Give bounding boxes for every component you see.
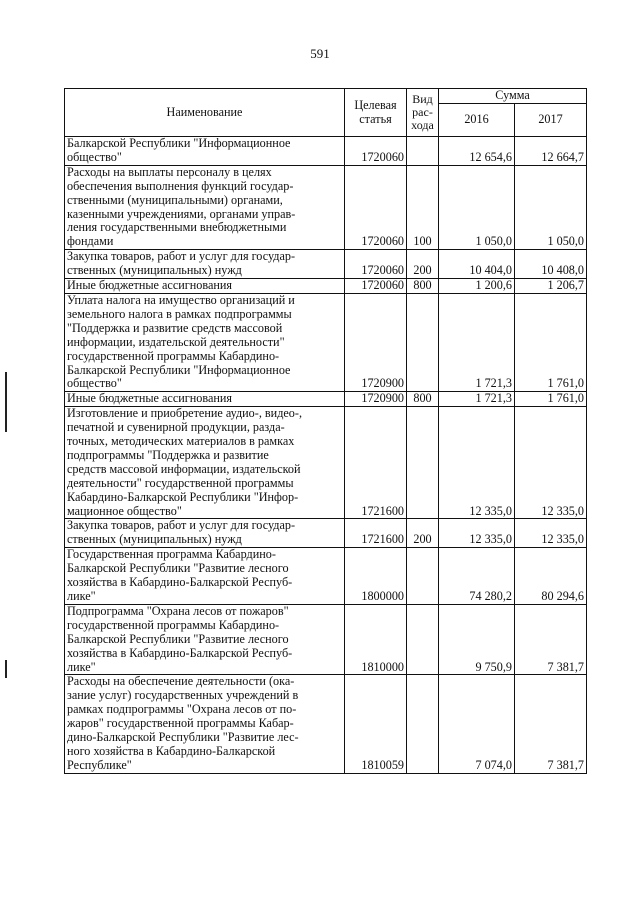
row-name: Закупка товаров, работ и услуг для государ- ственных (муниципальных) нужд bbox=[65, 519, 345, 548]
table-row bbox=[65, 165, 587, 249]
row-amount-2017: 12 335,0 bbox=[515, 407, 587, 519]
row-target-code: 1721600 bbox=[345, 519, 407, 548]
row-amount-2017: 10 408,0 bbox=[515, 250, 587, 279]
row-name: Закупка товаров, работ и услуг для государ- ственных (муниципальных) нужд bbox=[65, 250, 345, 279]
row-amount-2016: 1 721,3 bbox=[439, 293, 515, 391]
row-name: Уплата налога на имущество организаций и земельного налога в рамках подпрограммы "Поддержка и развитие средств массовой информации, издательской деятельности" государственной программы Кабардино- Балкарской Республики "Информационное общество" bbox=[65, 293, 345, 391]
row-target-code: 1810000 bbox=[345, 604, 407, 675]
row-expense-type bbox=[407, 675, 439, 773]
row-amount-2016: 12 335,0 bbox=[439, 407, 515, 519]
row-amount-2017: 1 206,7 bbox=[515, 279, 587, 294]
row-target-code: 1720900 bbox=[345, 293, 407, 391]
row-target-code: 1810059 bbox=[345, 675, 407, 773]
row-amount-2016: 1 200,6 bbox=[439, 279, 515, 294]
row-amount-2017: 1 761,0 bbox=[515, 392, 587, 407]
margin-mark bbox=[5, 372, 7, 432]
budget-table bbox=[64, 88, 587, 774]
row-amount-2017: 7 381,7 bbox=[515, 675, 587, 773]
row-name: Иные бюджетные ассигнования bbox=[65, 279, 345, 294]
table-row bbox=[65, 407, 587, 519]
row-amount-2017: 1 050,0 bbox=[515, 165, 587, 249]
page-number: 591 bbox=[310, 46, 330, 61]
row-amount-2016: 10 404,0 bbox=[439, 250, 515, 279]
row-expense-type: 100 bbox=[407, 165, 439, 249]
row-target-code: 1800000 bbox=[345, 548, 407, 605]
row-expense-type bbox=[407, 604, 439, 675]
row-name: Иные бюджетные ассигнования bbox=[65, 392, 345, 407]
row-expense-type bbox=[407, 137, 439, 166]
row-expense-type bbox=[407, 407, 439, 519]
table-row bbox=[65, 392, 587, 407]
row-amount-2016: 9 750,9 bbox=[439, 604, 515, 675]
row-amount-2017: 12 664,7 bbox=[515, 137, 587, 166]
header-type: Вид рас- хода bbox=[407, 89, 439, 137]
row-amount-2017: 1 761,0 bbox=[515, 293, 587, 391]
row-name: Расходы на обеспечение деятельности (ока- зание услуг) государственных учреждений в рамках подпрограммы "Охрана лесов от по- жаров" государственной программы Кабар- дино-Балкарской Республики "Развитие лес- ного хозяйства в Кабардино-Балкарской Республике" bbox=[65, 675, 345, 773]
row-expense-type: 800 bbox=[407, 279, 439, 294]
row-amount-2016: 7 074,0 bbox=[439, 675, 515, 773]
row-expense-type: 800 bbox=[407, 392, 439, 407]
table-row bbox=[65, 675, 587, 773]
row-amount-2016: 1 721,3 bbox=[439, 392, 515, 407]
table-row bbox=[65, 137, 587, 166]
row-expense-type: 200 bbox=[407, 250, 439, 279]
row-expense-type bbox=[407, 548, 439, 605]
row-expense-type bbox=[407, 293, 439, 391]
row-target-code: 1721600 bbox=[345, 407, 407, 519]
row-expense-type: 200 bbox=[407, 519, 439, 548]
row-amount-2017: 12 335,0 bbox=[515, 519, 587, 548]
header-name: Наименование bbox=[65, 89, 345, 137]
header-sum: Сумма bbox=[439, 89, 587, 104]
header-code: Целевая статья bbox=[345, 89, 407, 137]
table-row bbox=[65, 250, 587, 279]
table-row bbox=[65, 279, 587, 294]
margin-mark bbox=[5, 660, 7, 678]
row-name: Балкарской Республики "Информационное общество" bbox=[65, 137, 345, 166]
row-target-code: 1720060 bbox=[345, 165, 407, 249]
row-name: Расходы на выплаты персоналу в целях обеспечения выполнения функций государ- ственными (муниципальными) органами, казенными учреждениями, органами управ- ления государственными внебюджетными фондами bbox=[65, 165, 345, 249]
row-target-code: 1720060 bbox=[345, 137, 407, 166]
row-name: Подпрограмма "Охрана лесов от пожаров" государственной программы Кабардино- Балкарской Республики "Развитие лесного хозяйства в Кабардино-Балкарской Респуб- лике" bbox=[65, 604, 345, 675]
row-target-code: 1720060 bbox=[345, 250, 407, 279]
table-row bbox=[65, 519, 587, 548]
header-year-2016: 2016 bbox=[439, 104, 515, 137]
table-row bbox=[65, 548, 587, 605]
table-row bbox=[65, 604, 587, 675]
row-name: Изготовление и приобретение аудио-, видео-, печатной и сувенирной продукции, разда- точных, методических материалов в рамках подпрограммы "Поддержка и развитие средств массовой информации, издательской деятельности" государственной программы Кабардино-Балкарской Республики "Инфор- мационное общество" bbox=[65, 407, 345, 519]
header-year-2017: 2017 bbox=[515, 104, 587, 137]
table-row bbox=[65, 293, 587, 391]
row-amount-2017: 7 381,7 bbox=[515, 604, 587, 675]
row-amount-2017: 80 294,6 bbox=[515, 548, 587, 605]
row-target-code: 1720060 bbox=[345, 279, 407, 294]
row-amount-2016: 1 050,0 bbox=[439, 165, 515, 249]
row-amount-2016: 74 280,2 bbox=[439, 548, 515, 605]
row-target-code: 1720900 bbox=[345, 392, 407, 407]
row-name: Государственная программа Кабардино- Балкарской Республики "Развитие лесного хозяйства в Кабардино-Балкарской Респуб- лике" bbox=[65, 548, 345, 605]
row-amount-2016: 12 335,0 bbox=[439, 519, 515, 548]
row-amount-2016: 12 654,6 bbox=[439, 137, 515, 166]
